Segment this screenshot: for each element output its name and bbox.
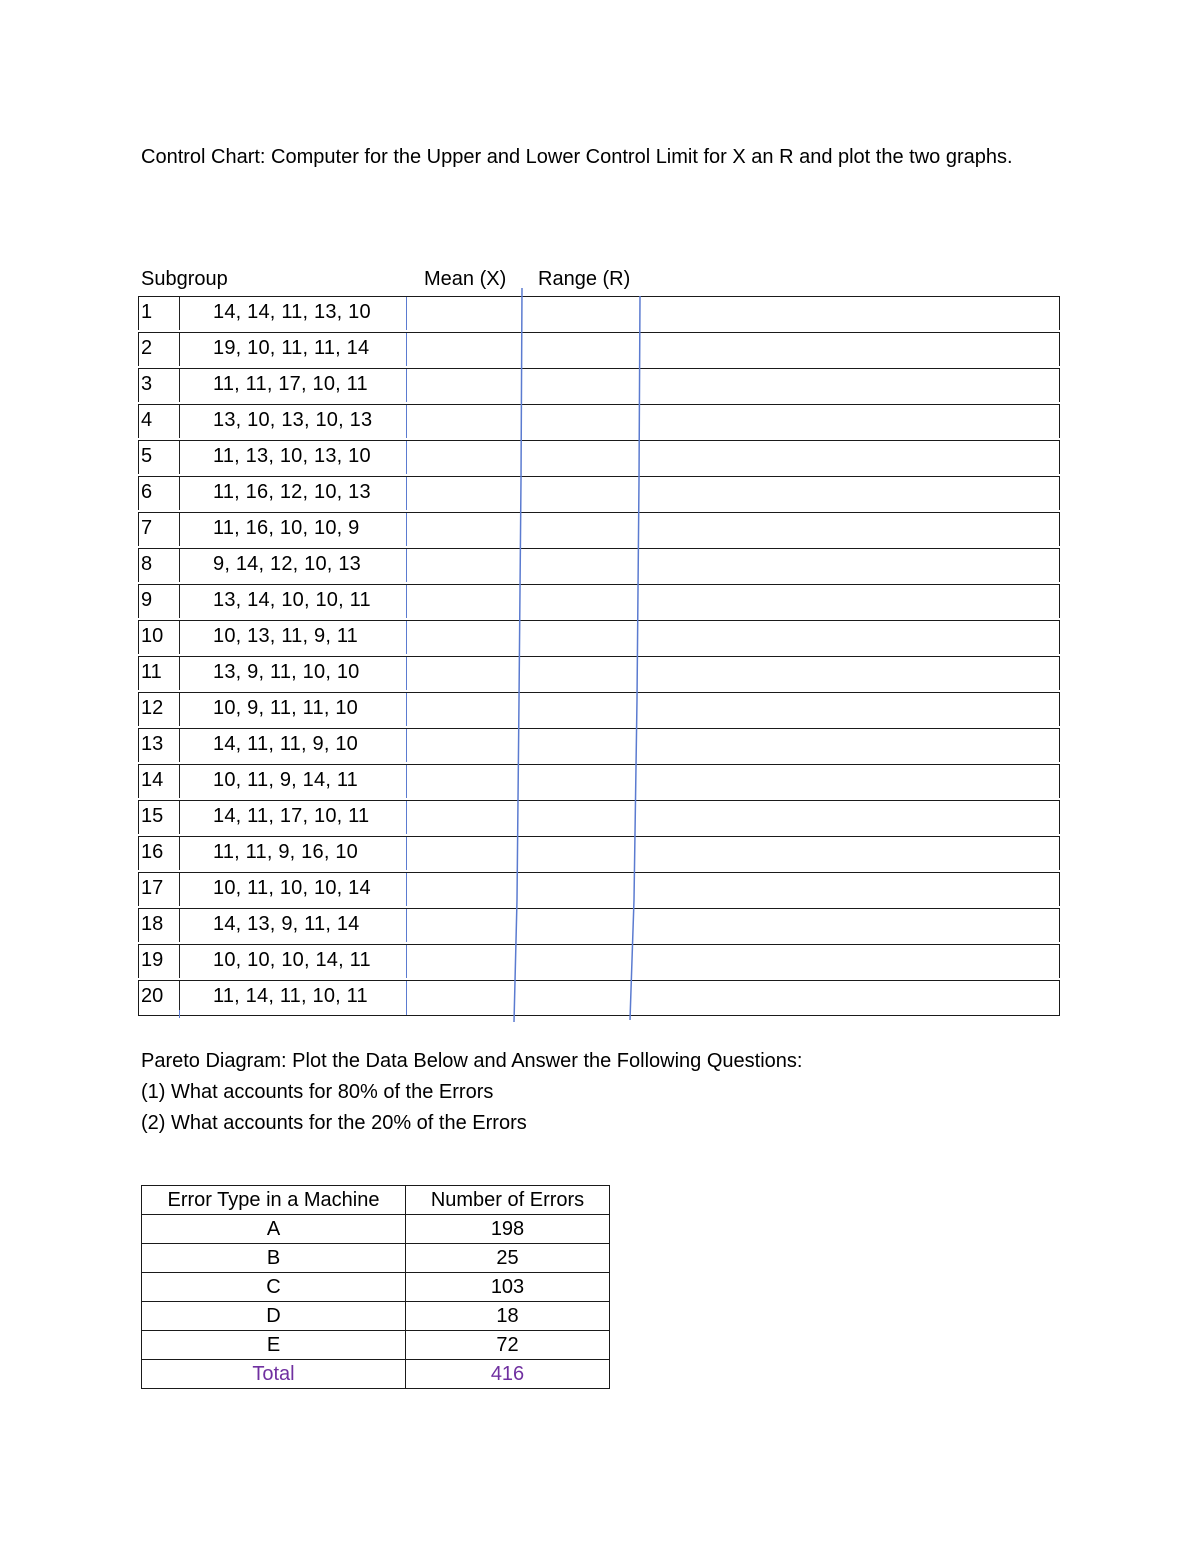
- question-1: (1) What accounts for 80% of the Errors: [141, 1081, 494, 1103]
- subgroup-values: 19, 10, 11, 11, 14: [213, 337, 370, 359]
- subgroup-values: 14, 11, 17, 10, 11: [213, 805, 370, 827]
- table-row: [138, 476, 1060, 510]
- subgroup-values: 11, 16, 10, 10, 9: [213, 517, 360, 539]
- error-count-cell: 25: [406, 1244, 610, 1273]
- subgroup-number: 2: [141, 337, 153, 359]
- table-row: [138, 872, 1060, 906]
- column-divider: [406, 945, 407, 978]
- column-divider: [179, 837, 180, 870]
- column-divider: [179, 369, 180, 402]
- table-row: [138, 512, 1060, 546]
- subgroup-values: 10, 9, 11, 11, 10: [213, 697, 358, 719]
- pareto-heading: Pareto Diagram: Plot the Data Below and Answer the Following Questions:: [141, 1050, 803, 1072]
- subgroup-number: 16: [141, 841, 164, 863]
- table-row: [138, 944, 1060, 978]
- subgroup-number: 17: [141, 877, 164, 899]
- column-divider: [406, 333, 407, 366]
- subgroup-number: 20: [141, 985, 164, 1007]
- subgroup-values: 14, 14, 11, 13, 10: [213, 301, 371, 323]
- subgroup-values: 11, 13, 10, 13, 10: [213, 445, 371, 467]
- error-type-cell: A: [142, 1215, 406, 1244]
- table-row: [138, 620, 1060, 654]
- subgroup-number: 13: [141, 733, 164, 755]
- subgroup-number: 18: [141, 913, 164, 935]
- subgroup-number: 1: [141, 301, 153, 323]
- subgroup-number: 10: [141, 625, 164, 647]
- subgroup-values: 13, 9, 11, 10, 10: [213, 661, 360, 683]
- table-row: [138, 836, 1060, 870]
- subgroup-number: 3: [141, 373, 153, 395]
- table-row: [142, 1273, 610, 1302]
- subgroup-values: 14, 13, 9, 11, 14: [213, 913, 360, 935]
- table-row: [138, 980, 1060, 1016]
- subgroup-values: 10, 11, 9, 14, 11: [213, 769, 358, 791]
- column-divider: [179, 297, 180, 330]
- column-divider: [179, 333, 180, 366]
- error-count-cell: 72: [406, 1331, 610, 1360]
- error-count-cell: Number of Errors: [406, 1186, 610, 1215]
- table-row: [142, 1244, 610, 1273]
- column-divider: [406, 693, 407, 726]
- column-divider: [179, 441, 180, 474]
- intro-paragraph: Control Chart: Computer for the Upper and Lower Control Limit for X an R and plot the two graphs.: [141, 146, 1013, 168]
- column-divider: [406, 549, 407, 582]
- column-divider: [179, 657, 180, 690]
- table-row: [142, 1186, 610, 1215]
- error-type-cell: Error Type in a Machine: [142, 1186, 406, 1215]
- error-count-cell: 198: [406, 1215, 610, 1244]
- question-2: (2) What accounts for the 20% of the Errors: [141, 1112, 527, 1134]
- column-divider: [406, 513, 407, 546]
- error-type-cell: E: [142, 1331, 406, 1360]
- error-type-cell: D: [142, 1302, 406, 1331]
- error-type-cell: C: [142, 1273, 406, 1302]
- subgroup-number: 8: [141, 553, 153, 575]
- table-row: [138, 332, 1060, 366]
- column-divider: [406, 297, 407, 330]
- subgroup-values: 13, 14, 10, 10, 11: [213, 589, 371, 611]
- subgroup-number: 11: [141, 661, 162, 683]
- error-count-cell: 18: [406, 1302, 610, 1331]
- column-divider: [179, 513, 180, 546]
- subgroup-values: 11, 16, 12, 10, 13: [213, 481, 371, 503]
- subgroup-number: 12: [141, 697, 164, 719]
- control-chart-table: [138, 296, 1060, 1016]
- table-row: [138, 764, 1060, 798]
- subgroup-values: 9, 14, 12, 10, 13: [213, 553, 361, 575]
- column-divider: [179, 621, 180, 654]
- column-divider: [179, 729, 180, 762]
- error-count-cell: 416: [406, 1360, 610, 1389]
- table-row: [138, 296, 1060, 330]
- column-divider: [179, 909, 180, 942]
- table-row: [138, 404, 1060, 438]
- mean-header: Mean (X): [424, 268, 507, 290]
- table-row: [138, 728, 1060, 762]
- column-divider: [406, 585, 407, 618]
- column-divider: [179, 873, 180, 906]
- column-divider: [406, 729, 407, 762]
- column-tick: [179, 1010, 180, 1018]
- subgroup-number: 19: [141, 949, 164, 971]
- subgroup-values: 10, 11, 10, 10, 14: [213, 877, 371, 899]
- column-divider: [179, 945, 180, 978]
- subgroup-values: 11, 14, 11, 10, 11: [213, 985, 368, 1007]
- error-type-cell: B: [142, 1244, 406, 1273]
- table-row: [142, 1360, 610, 1389]
- table-row: [138, 908, 1060, 942]
- subgroup-values: 10, 10, 10, 14, 11: [213, 949, 371, 971]
- subgroup-values: 10, 13, 11, 9, 11: [213, 625, 358, 647]
- column-divider: [179, 585, 180, 618]
- column-divider: [406, 765, 407, 798]
- subgroup-number: 7: [141, 517, 153, 539]
- subgroup-number: 9: [141, 589, 153, 611]
- column-divider: [179, 477, 180, 510]
- column-divider: [406, 369, 407, 402]
- column-divider: [406, 801, 407, 834]
- table-row: [138, 440, 1060, 474]
- error-type-table: [141, 1185, 610, 1389]
- table-row: [142, 1302, 610, 1331]
- subgroup-values: 11, 11, 9, 16, 10: [213, 841, 358, 863]
- subgroup-number: 4: [141, 409, 153, 431]
- subgroup-number: 14: [141, 769, 164, 791]
- column-divider: [406, 837, 407, 870]
- table-row: [138, 656, 1060, 690]
- table-row: [138, 800, 1060, 834]
- column-divider: [406, 405, 407, 438]
- range-header: Range (R): [538, 268, 631, 290]
- column-divider: [406, 621, 407, 654]
- column-divider: [406, 657, 407, 690]
- table-row: [142, 1331, 610, 1360]
- error-type-cell: Total: [142, 1360, 406, 1389]
- table-row: [138, 584, 1060, 618]
- error-count-cell: 103: [406, 1273, 610, 1302]
- subgroup-values: 14, 11, 11, 9, 10: [213, 733, 358, 755]
- subgroup-header: Subgroup: [141, 268, 228, 290]
- subgroup-values: 13, 10, 13, 10, 13: [213, 409, 373, 431]
- table-row: [138, 368, 1060, 402]
- table-row: [142, 1215, 610, 1244]
- subgroup-number: 5: [141, 445, 153, 467]
- subgroup-number: 6: [141, 481, 153, 503]
- column-divider: [179, 765, 180, 798]
- column-divider: [406, 909, 407, 942]
- column-divider: [406, 477, 407, 510]
- column-divider: [406, 441, 407, 474]
- table-row: [138, 548, 1060, 582]
- column-divider: [179, 693, 180, 726]
- column-divider: [179, 801, 180, 834]
- column-divider: [406, 981, 407, 1015]
- subgroup-values: 11, 11, 17, 10, 11: [213, 373, 368, 395]
- table-row: [138, 692, 1060, 726]
- column-divider: [406, 873, 407, 906]
- subgroup-number: 15: [141, 805, 164, 827]
- column-divider: [179, 405, 180, 438]
- column-divider: [179, 549, 180, 582]
